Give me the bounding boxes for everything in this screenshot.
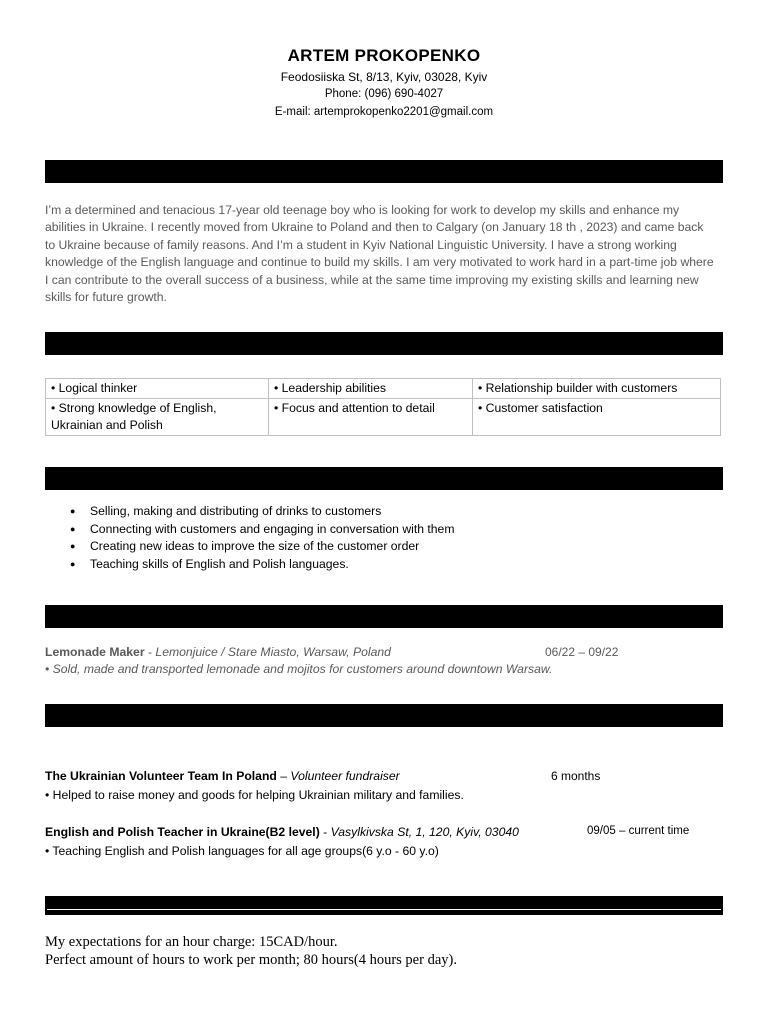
skill-cell: • Focus and attention to detail xyxy=(269,399,473,436)
volunteer-role: Volunteer fundraiser xyxy=(290,769,400,783)
bar-underline xyxy=(47,909,721,910)
volunteer-title: The Ukrainian Volunteer Team In Poland xyxy=(45,769,277,783)
section-bar-volunteer xyxy=(45,704,723,727)
section-bar-expectations xyxy=(45,896,723,915)
list-item: ● Creating new ideas to improve the size of the customer order xyxy=(70,538,454,556)
duties-list xyxy=(70,503,454,573)
candidate-name: ARTEM PROKOPENKO xyxy=(287,46,481,65)
job-title: Lemonade Maker xyxy=(45,645,145,659)
job-title-line xyxy=(45,644,391,661)
expectation-rate: My expectations for an hour charge: 15CAD/hour. xyxy=(45,934,338,950)
job-desc-text: • Sold, made and transported lemonade and mojitos for customers around downtown Warsaw. xyxy=(45,662,553,676)
phone: Phone: (096) 690-4027 xyxy=(324,88,444,100)
list-item: ● Connecting with customers and engaging in conversation with them xyxy=(70,521,454,539)
skill-cell: • Strong knowledge of English, Ukrainian and Polish xyxy=(46,399,269,436)
volunteer-dates: 6 months xyxy=(551,769,601,783)
separator: – xyxy=(276,769,291,783)
job-dates: 06/22 – 09/22 xyxy=(545,645,619,659)
list-item: ● Teaching skills of English and Polish languages. xyxy=(70,556,454,574)
separator: - xyxy=(319,825,331,839)
job-place: Lemonjuice / Stare Miasto, Warsaw, Poland xyxy=(155,645,391,659)
volunteer-description: • Helped to raise money and goods for helping Ukrainian military and families. xyxy=(45,788,464,802)
teacher-title-line xyxy=(45,824,519,841)
address: Feodosiiska St, 8/13, Kyiv, 03028, Kyiv xyxy=(280,70,488,84)
job-description xyxy=(45,661,552,678)
email: E-mail: artemprokopenko2201@gmail.com xyxy=(274,106,494,118)
skill-cell: • Relationship builder with customers xyxy=(473,379,721,399)
separator: - xyxy=(144,645,156,659)
section-bar-experience xyxy=(45,605,723,628)
section-bar-summary xyxy=(45,160,723,183)
skill-cell: • Logical thinker xyxy=(46,379,269,399)
teacher-description: • Teaching English and Polish languages for all age groups(6 y.o - 60 y.o) xyxy=(45,844,439,858)
teacher-address: Vasylkivska St, 1, 120, Kyiv, 03040 xyxy=(330,825,519,839)
skills-row xyxy=(46,379,721,399)
section-bar-duties xyxy=(45,467,723,490)
teacher-title: English and Polish Teacher in Ukraine(B2 level) xyxy=(45,825,320,839)
section-bar-skills xyxy=(45,332,723,355)
expectation-hours: Perfect amount of hours to work per month; 80 hours(4 hours per day). xyxy=(45,952,457,968)
summary-paragraph: I’m a determined and tenacious 17-year old teenage boy who is looking for work to develop my skills and enhance my abilities in Ukraine. I recently moved from Ukraine to Poland and then to Calgary (on January 18 th , 2023) and came back to Ukraine because of family reasons. And I’m a student in Kyiv National Linguistic University. I have a strong working knowledge of the English language and continue to build my skills. I am very motivated to work hard in a part-time job where I can contribute to the overall success of a business, while at the same time improving my existing skills and learning new skills for future growth. xyxy=(45,203,714,305)
teacher-dates: 09/05 – current time xyxy=(587,825,690,837)
list-item: ● Selling, making and distributing of drinks to customers xyxy=(70,503,454,521)
skill-cell: • Leadership abilities xyxy=(269,379,473,399)
skills-table xyxy=(45,378,721,436)
volunteer-title-line xyxy=(45,768,400,785)
skills-row xyxy=(46,399,721,436)
skill-cell: • Customer satisfaction xyxy=(473,399,721,436)
